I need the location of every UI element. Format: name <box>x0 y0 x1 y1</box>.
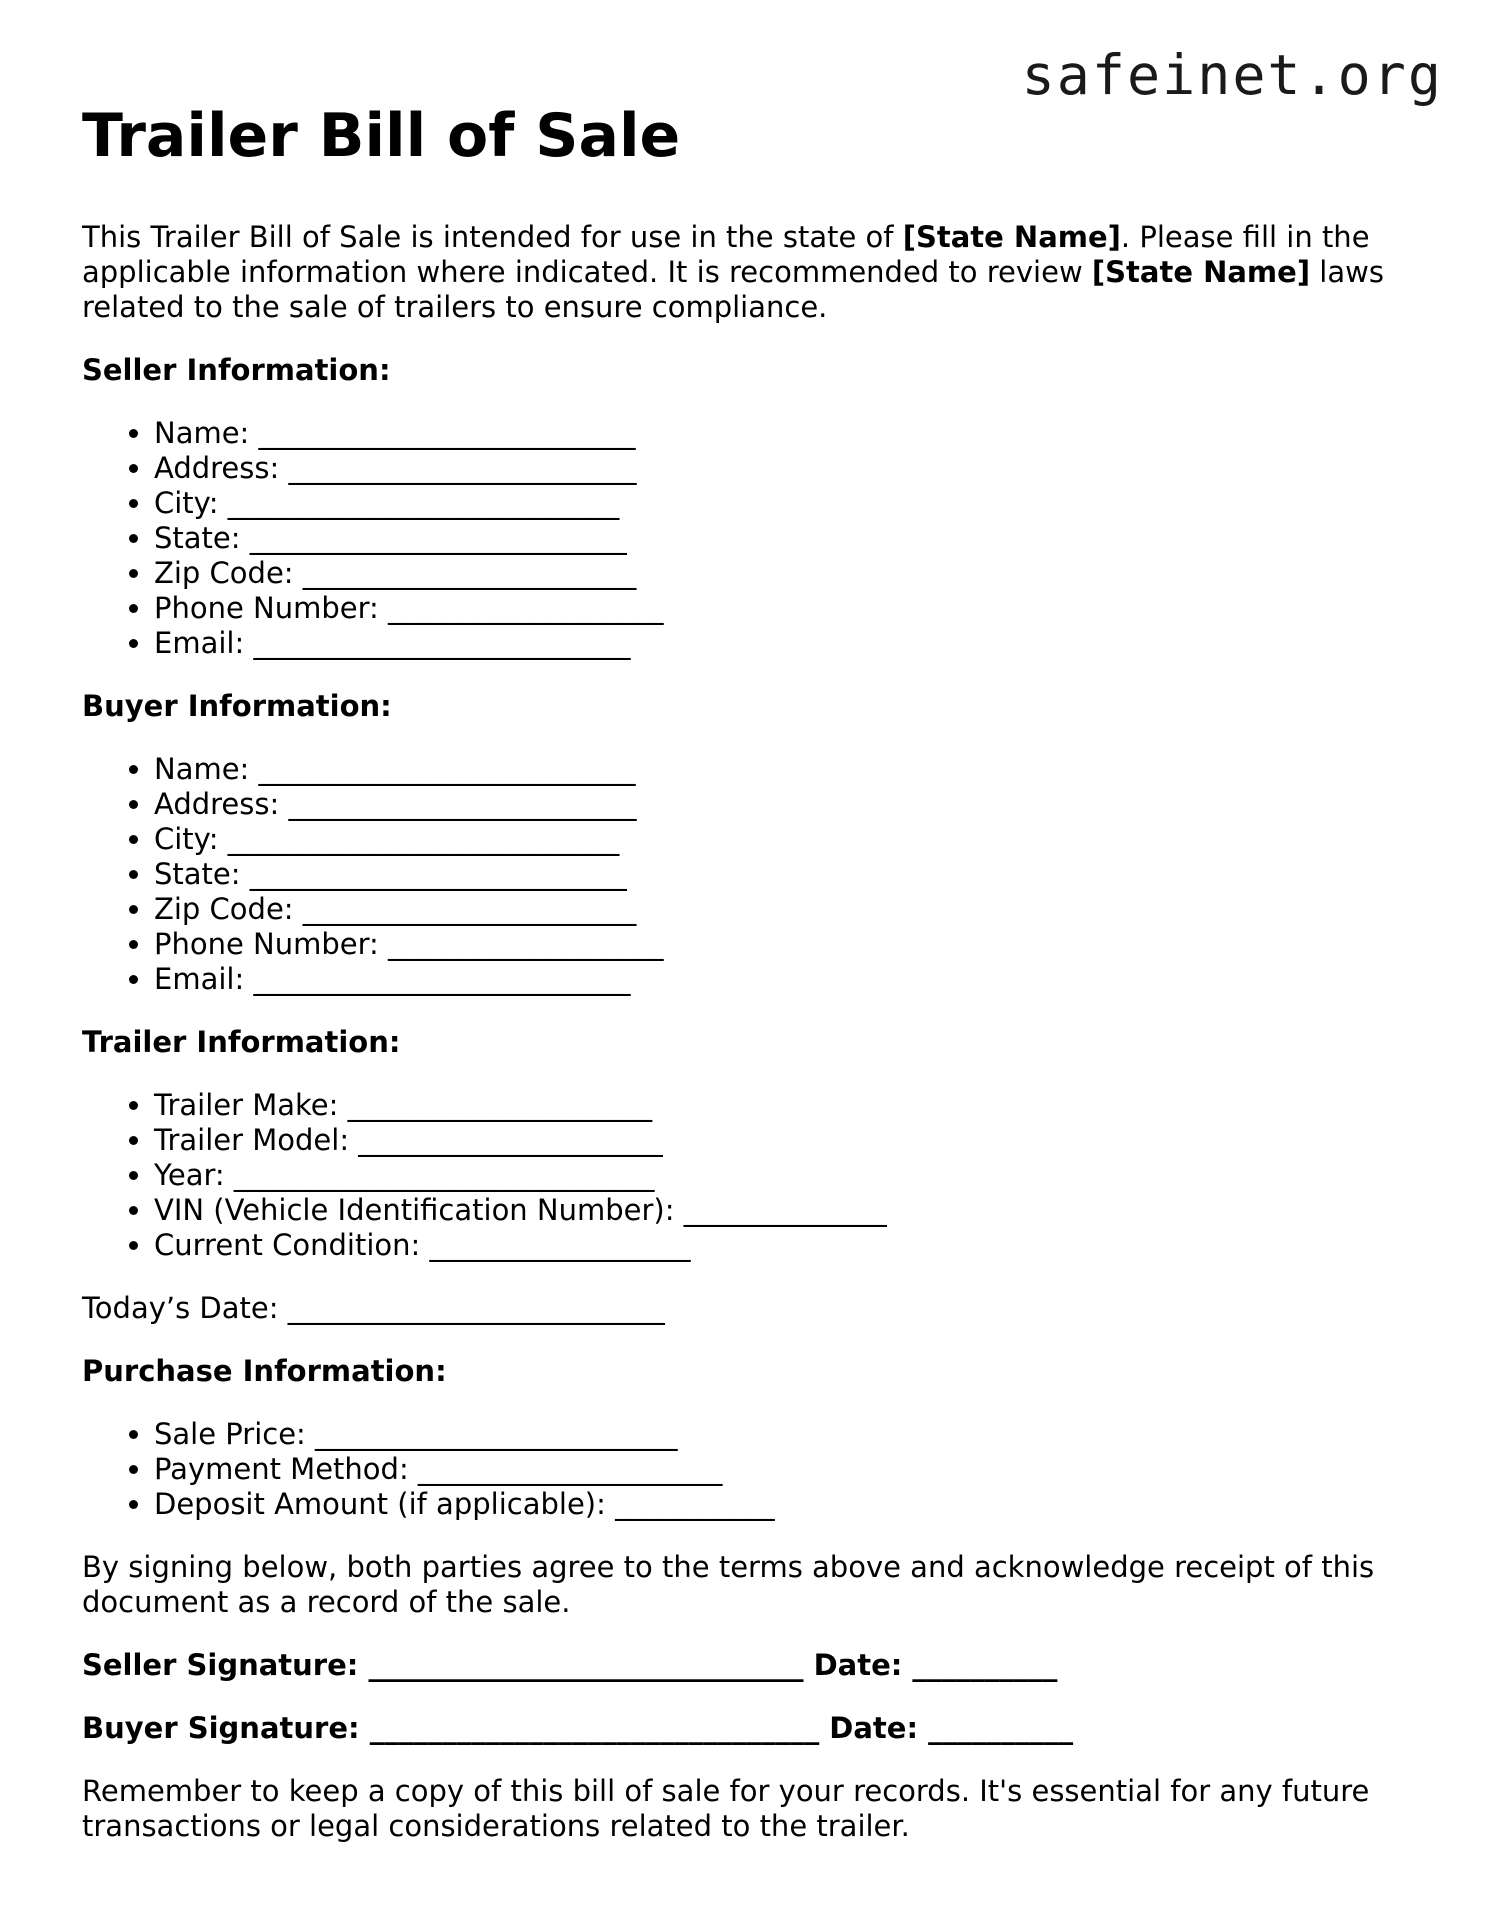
sale-price-field: • Sale Price: _________________________ <box>154 1417 1422 1452</box>
buyer-address-field: • Address: ________________________ <box>154 787 1422 822</box>
seller-section-heading: Seller Information: <box>82 353 391 387</box>
seller-phone-field: • Phone Number: ___________________ <box>154 591 1422 626</box>
intro-state-placeholder-1: [State Name] <box>902 220 1121 254</box>
intro-state-placeholder-2: [State Name] <box>1091 255 1311 289</box>
trailer-make-field: • Trailer Make: _____________________ <box>154 1088 1422 1123</box>
seller-fields-list <box>82 416 1422 661</box>
seller-zip-field: • Zip Code: _______________________ <box>154 556 1422 591</box>
trailer-fields-list <box>82 1088 1422 1263</box>
intro-paragraph <box>82 220 1422 325</box>
watermark-logo: safeinet.org <box>1021 43 1443 107</box>
seller-city-field: • City: ___________________________ <box>154 486 1422 521</box>
deposit-amount-field: • Deposit Amount (if applicable): ___________ <box>154 1487 1422 1522</box>
buyer-section-heading: Buyer Information: <box>82 689 392 723</box>
closing-paragraph: Remember to keep a copy of this bill of sale for your records. It's essential for any future transactions or legal considerations related to the trailer. <box>82 1774 1370 1843</box>
payment-method-field: • Payment Method: _____________________ <box>154 1452 1422 1487</box>
seller-name-field: • Name: __________________________ <box>154 416 1422 451</box>
intro-text-2: . Please fill in the applicable information where indicated. It is recommended to review <box>82 220 1370 289</box>
todays-date-field: Today’s Date: __________________________ <box>82 1291 665 1325</box>
buyer-fields-list <box>82 752 1422 997</box>
seller-signature-line: Seller Signature: ______________________________ Date: __________ <box>82 1648 1058 1682</box>
intro-text-3: laws related to the sale of trailers to ensure compliance. <box>82 255 1384 324</box>
seller-state-field: • State: __________________________ <box>154 521 1422 556</box>
intro-text-1: This Trailer Bill of Sale is intended for use in the state of <box>82 220 903 254</box>
buyer-email-field: • Email: __________________________ <box>154 962 1422 997</box>
document-title: Trailer Bill of Sale <box>82 101 681 171</box>
seller-email-field: • Email: __________________________ <box>154 626 1422 661</box>
buyer-city-field: • City: ___________________________ <box>154 822 1422 857</box>
trailer-condition-field: • Current Condition: __________________ <box>154 1228 1422 1263</box>
document-page <box>82 100 1422 1844</box>
trailer-model-field: • Trailer Model: _____________________ <box>154 1123 1422 1158</box>
trailer-year-field: • Year: _____________________________ <box>154 1158 1422 1193</box>
trailer-vin-field: • VIN (Vehicle Identification Number): ______________ <box>154 1193 1422 1228</box>
buyer-name-field: • Name: __________________________ <box>154 752 1422 787</box>
buyer-signature-line: Buyer Signature: _______________________________ Date: __________ <box>82 1711 1074 1745</box>
buyer-phone-field: • Phone Number: ___________________ <box>154 927 1422 962</box>
trailer-section-heading: Trailer Information: <box>82 1025 401 1059</box>
purchase-fields-list <box>82 1417 1422 1522</box>
agreement-paragraph: By signing below, both parties agree to the terms above and acknowledge receipt of this document as a record of the sale. <box>82 1550 1375 1619</box>
seller-address-field: • Address: ________________________ <box>154 451 1422 486</box>
buyer-state-field: • State: __________________________ <box>154 857 1422 892</box>
buyer-zip-field: • Zip Code: _______________________ <box>154 892 1422 927</box>
purchase-section-heading: Purchase Information: <box>82 1354 447 1388</box>
